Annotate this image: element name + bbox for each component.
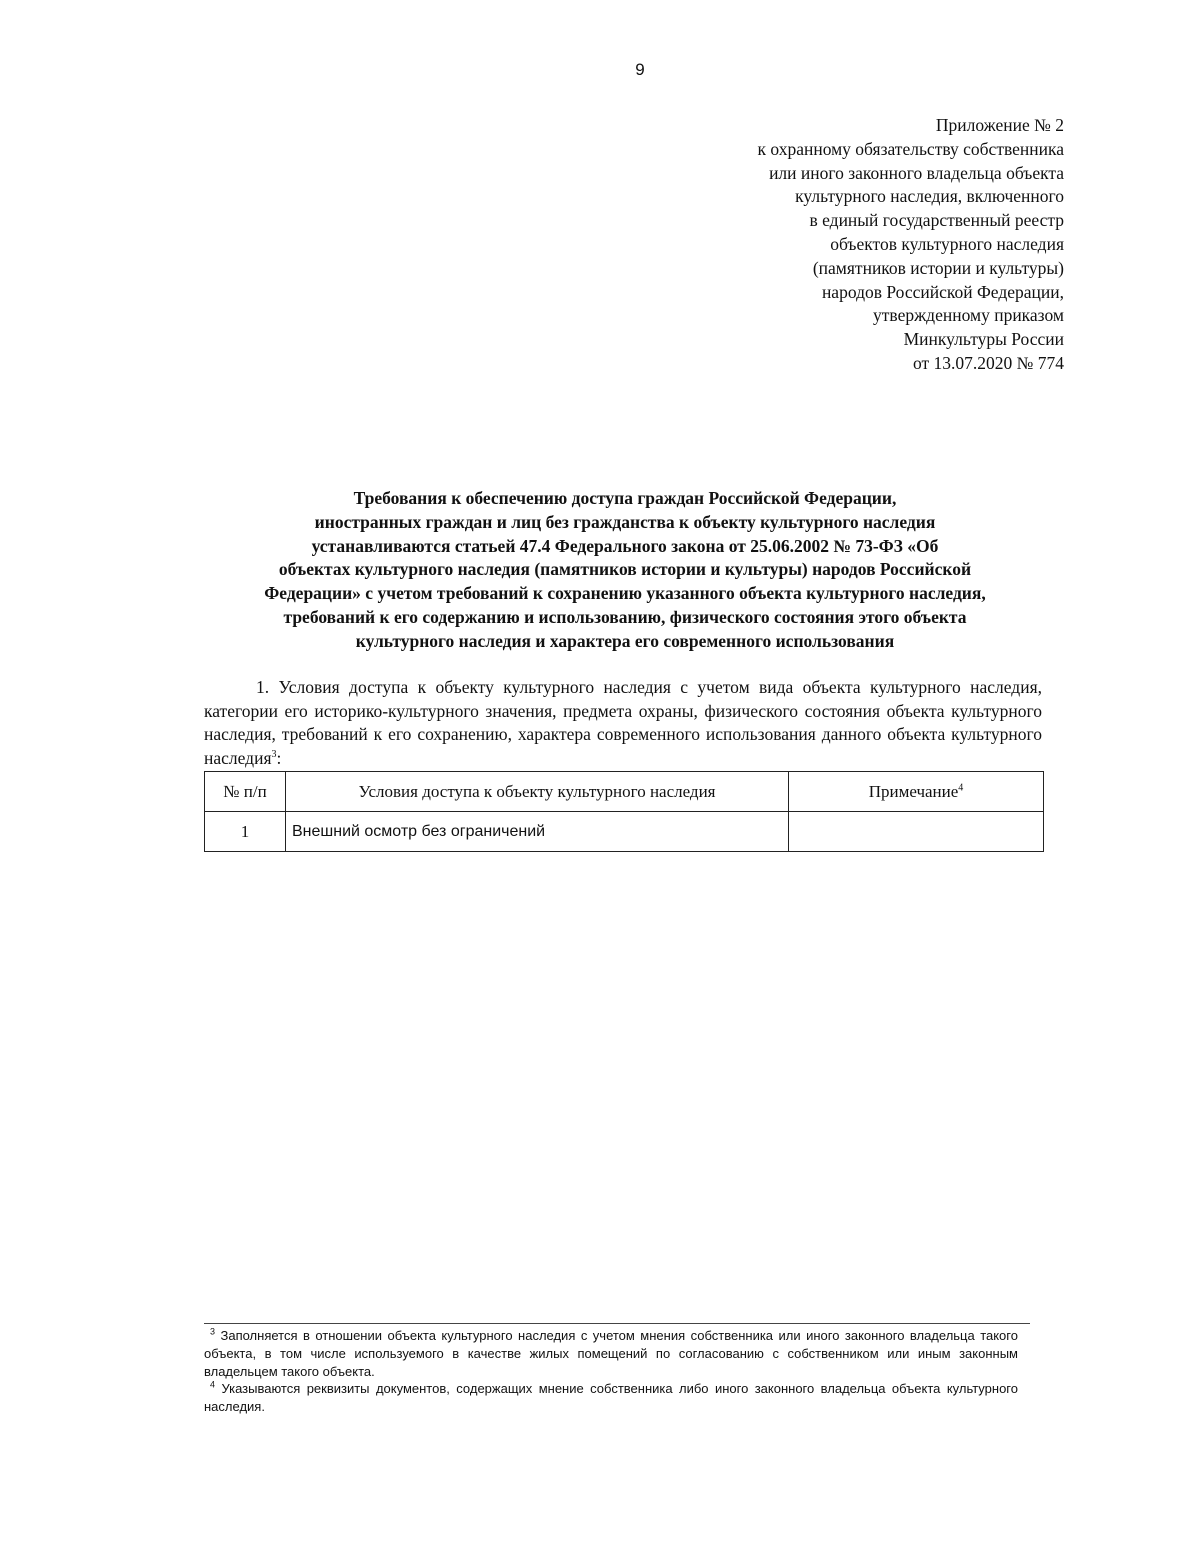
access-conditions-table (204, 771, 1044, 852)
footnote-ref-4[interactable]: 4 (958, 781, 964, 793)
appendix-line: от 13.07.2020 № 774 (913, 352, 1064, 373)
footnote-text: Указываются реквизиты документов, содержащих мнение собственника либо иного законного владельца объекта культурного наследия. (204, 1381, 1018, 1415)
appendix-line: утвержденному приказом (873, 305, 1064, 326)
title-line: устанавливаются статьей 47.4 Федерального закона от 25.06.2002 № 73-ФЗ «Об (311, 535, 939, 556)
footnote-number: 3 (210, 1326, 216, 1337)
footnote-number: 4 (210, 1380, 216, 1391)
document-title (205, 487, 1045, 654)
table-header-row (205, 772, 1044, 812)
title-line: требований к его содержанию и использованию, физического состояния этого объекта (283, 606, 967, 627)
appendix-line: объектов культурного наследия (830, 233, 1064, 254)
appendix-line: (памятников истории и культуры) (812, 257, 1064, 278)
paragraph-suffix: : (276, 747, 282, 768)
row-num: 1 (205, 812, 286, 852)
footnotes-block (204, 1327, 1018, 1416)
row-note (789, 812, 1044, 852)
title-line: Требования к обеспечению доступа граждан Российской Федерации, (353, 488, 897, 508)
appendix-line: народов Российской Федерации, (821, 281, 1064, 302)
paragraph-text: 1. Условия доступа к объекту культурного наследия с учетом вида объекта культурного наследия, категории его историко-культурного значения, предмета охраны, физического состояния объекта культурного наследия, требований к его сохранению, характера современного использования данного объекта культурного наследия (204, 677, 1042, 768)
title-line: Федерации» с учетом требований к сохранению указанного объекта культурного наследия, (264, 583, 986, 604)
title-line: объектах культурного наследия (памятников истории и культуры) народов Российской (278, 559, 972, 580)
header-num: № п/п (205, 772, 286, 812)
footnote-divider (204, 1323, 1030, 1324)
appendix-line: Приложение № 2 (935, 115, 1064, 135)
appendix-block (758, 114, 1065, 376)
header-note (789, 772, 1044, 812)
footnote-3 (204, 1327, 1018, 1380)
page-number: 9 (635, 60, 645, 79)
header-note-label: Примечание (868, 781, 959, 801)
footnote-4 (204, 1380, 1018, 1416)
appendix-line: или иного законного владельца объекта (769, 162, 1064, 183)
appendix-line: в единый государственный реестр (809, 210, 1064, 231)
title-line: иностранных граждан и лиц без гражданства к объекту культурного наследия (314, 511, 936, 532)
table-row (205, 812, 1044, 852)
row-condition: Внешний осмотр без ограничений (286, 812, 789, 852)
footnote-ref-3[interactable]: 3 (271, 748, 277, 760)
access-conditions-paragraph (204, 676, 1042, 770)
appendix-line: к охранному обязательству собственника (757, 138, 1064, 159)
appendix-line: культурного наследия, включенного (795, 186, 1064, 207)
footnote-text: Заполняется в отношении объекта культурного наследия с учетом мнения собственника или иного законного владельца такого объекта, в том числе используемого в качестве жилых помещений по согласованию с собственником или иным законным владельцем такого объекта. (204, 1328, 1018, 1379)
header-condition: Условия доступа к объекту культурного наследия (286, 772, 789, 812)
appendix-line: Минкультуры России (903, 329, 1064, 350)
title-line: культурного наследия и характера его современного использования (355, 630, 895, 651)
